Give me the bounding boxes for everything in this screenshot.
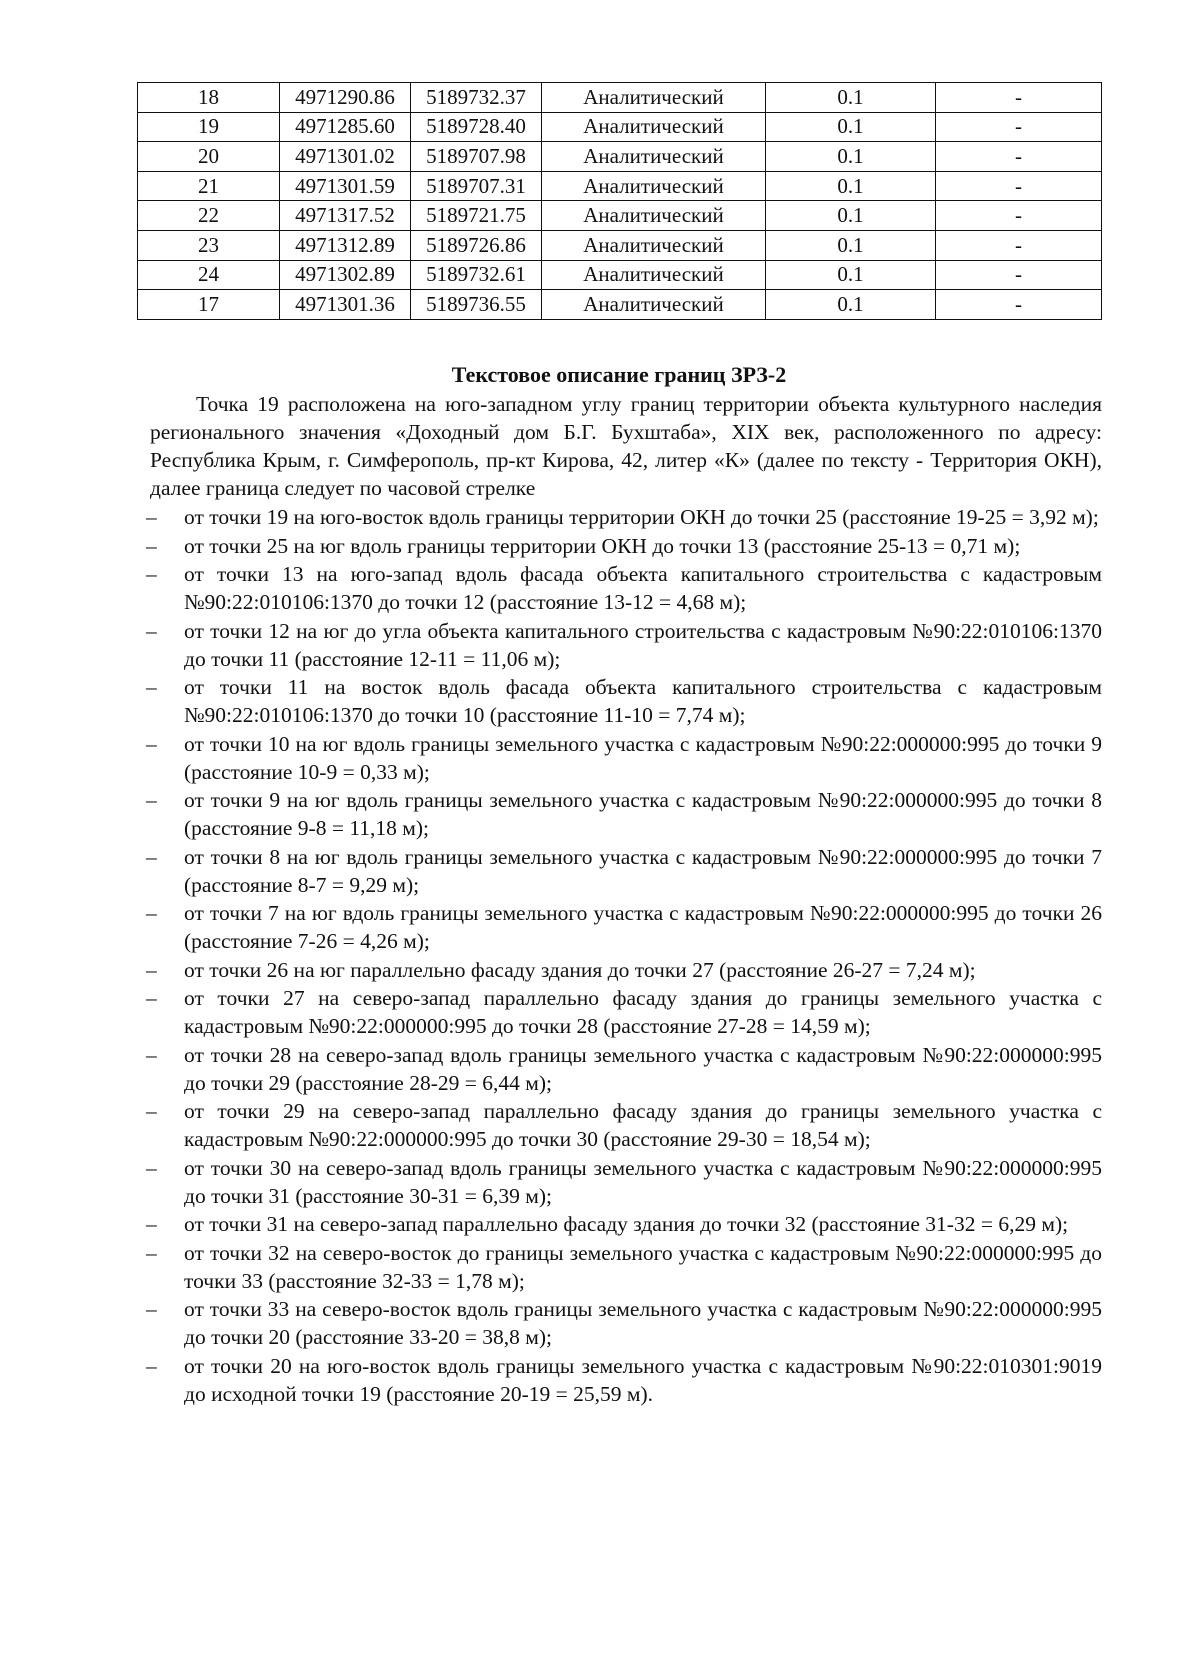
list-item-text: от точки 9 на юг вдоль границы земельного участка с кадастровым №90:22:000000:995 до точки 8 (расстояние 9-8 = 11,18 м);: [184, 788, 1102, 840]
note-cell: -: [936, 83, 1102, 113]
note-cell: -: [936, 290, 1102, 320]
accuracy-cell: 0.1: [766, 142, 936, 172]
point-number-cell: 24: [138, 260, 280, 290]
dash-bullet: –: [146, 1297, 157, 1321]
list-item-text: от точки 20 на юго-восток вдоль границы земельного участка с кадастровым №90:22:010301:9019 до исходной точки 19 (расстояние 20-19 = 25,59 м).: [184, 1353, 1102, 1406]
point-number-cell: 21: [138, 171, 280, 201]
method-cell: Аналитический: [542, 171, 766, 201]
list-item: [144, 617, 1102, 673]
method-cell: Аналитический: [542, 201, 766, 231]
x-coordinate-cell: 4971301.36: [280, 290, 411, 320]
note-cell: -: [936, 230, 1102, 260]
method-cell: Аналитический: [542, 142, 766, 172]
note-cell: -: [936, 260, 1102, 290]
accuracy-cell: 0.1: [766, 112, 936, 142]
accuracy-cell: 0.1: [766, 290, 936, 320]
y-coordinate-cell: 5189732.61: [411, 260, 542, 290]
list-item: [144, 532, 1102, 560]
point-number-cell: 23: [138, 230, 280, 260]
list-item-text: от точки 19 на юго-восток вдоль границы территории ОКН до точки 25 (расстояние 19-25 = 3,92 м);: [184, 505, 1099, 529]
list-item: [144, 1041, 1102, 1097]
table-row: [138, 201, 1102, 231]
point-number-cell: 18: [138, 83, 280, 113]
x-coordinate-cell: 4971317.52: [280, 201, 411, 231]
method-cell: Аналитический: [542, 290, 766, 320]
accuracy-cell: 0.1: [766, 83, 936, 113]
dash-bullet: –: [146, 562, 157, 586]
list-item-text: от точки 10 на юг вдоль границы земельного участка с кадастровым №90:22:000000:995 до точки 9 (расстояние 10-9 = 0,33 м);: [184, 731, 1102, 784]
point-number-cell: 22: [138, 201, 280, 231]
x-coordinate-cell: 4971302.89: [280, 260, 411, 290]
table-row: [138, 230, 1102, 260]
dash-bullet: –: [146, 533, 157, 558]
list-item: [144, 1239, 1102, 1295]
list-item: [144, 1295, 1102, 1351]
list-item: [144, 1097, 1102, 1153]
accuracy-cell: 0.1: [766, 260, 936, 290]
intro-text: Точка 19 расположена на юго-западном углу границ территории объекта культурного наследия регионального значения «Доходный дом Б.Г. Бухштаба», XIX век, расположенного по адресу: Республика Крым, г. Симферополь, пр-кт Кирова, 42, литер «К» (далее по тексту - Территория ОКН), далее граница следует по часовой стрелке: [150, 392, 1102, 500]
y-coordinate-cell: 5189721.75: [411, 201, 542, 231]
list-item-text: от точки 32 на северо-восток до границы земельного участка с кадастровым №90:22:000000:995 до точки 33 (расстояние 32-33 = 1,78 м);: [184, 1240, 1102, 1293]
list-item-text: от точки 25 на юг вдоль границы территории ОКН до точки 13 (расстояние 25-13 = 0,71 м);: [184, 533, 1021, 558]
note-cell: -: [936, 142, 1102, 172]
list-item: [144, 984, 1102, 1040]
list-item-text: от точки 27 на северо-запад параллельно фасаду здания до границы земельного участка с кадастровым №90:22:000000:995 до точки 28 (расстояние 27-28 = 14,59 м);: [184, 986, 1102, 1038]
list-item: [144, 673, 1102, 729]
note-cell: -: [936, 171, 1102, 201]
list-item-text: от точки 8 на юг вдоль границы земельного участка с кадастровым №90:22:000000:995 до точки 7 (расстояние 8-7 = 9,29 м);: [184, 844, 1102, 897]
list-item: [144, 730, 1102, 786]
x-coordinate-cell: 4971290.86: [280, 83, 411, 113]
list-item: [144, 1352, 1102, 1408]
list-item: [144, 899, 1102, 955]
method-cell: Аналитический: [542, 83, 766, 113]
x-coordinate-cell: 4971301.59: [280, 171, 411, 201]
list-item: [144, 1210, 1102, 1238]
list-item-text: от точки 33 на северо-восток вдоль границы земельного участка с кадастровым №90:22:000000:995 до точки 20 (расстояние 33-20 = 38,8 м);: [184, 1297, 1102, 1349]
list-item-text: от точки 28 на северо-запад вдоль границы земельного участка с кадастровым №90:22:000000:995 до точки 29 (расстояние 28-29 = 6,44 м);: [184, 1042, 1102, 1095]
list-item: [144, 560, 1102, 616]
dash-bullet: –: [146, 1099, 157, 1123]
y-coordinate-cell: 5189732.37: [411, 83, 542, 113]
y-coordinate-cell: 5189726.86: [411, 230, 542, 260]
list-item: [144, 503, 1102, 531]
accuracy-cell: 0.1: [766, 230, 936, 260]
x-coordinate-cell: 4971312.89: [280, 230, 411, 260]
coordinates-table: [137, 82, 1102, 320]
dash-bullet: –: [146, 505, 157, 529]
method-cell: Аналитический: [542, 260, 766, 290]
list-item-text: от точки 31 на северо-запад параллельно фасаду здания до точки 32 (расстояние 31-32 = 6,29 м);: [184, 1212, 1069, 1236]
section-title: Текстовое описание границ ЗРЗ-2: [451, 362, 787, 387]
list-item: [144, 786, 1102, 842]
list-item: [144, 843, 1102, 899]
y-coordinate-cell: 5189728.40: [411, 112, 542, 142]
list-item-text: от точки 30 на северо-запад вдоль границы земельного участка с кадастровым №90:22:000000:995 до точки 31 (расстояние 30-31 = 6,39 м);: [184, 1155, 1102, 1208]
table-row: [138, 142, 1102, 172]
note-cell: -: [936, 201, 1102, 231]
table-row: [138, 83, 1102, 113]
table-row: [138, 290, 1102, 320]
dash-bullet: –: [146, 901, 157, 925]
method-cell: Аналитический: [542, 230, 766, 260]
note-cell: -: [936, 112, 1102, 142]
dash-bullet: –: [146, 986, 157, 1010]
y-coordinate-cell: 5189707.31: [411, 171, 542, 201]
dash-bullet: –: [146, 1042, 157, 1067]
dash-bullet: –: [146, 788, 157, 812]
table-row: [138, 112, 1102, 142]
dash-bullet: –: [146, 957, 157, 982]
point-number-cell: 20: [138, 142, 280, 172]
x-coordinate-cell: 4971301.02: [280, 142, 411, 172]
coordinates-table-body: [138, 83, 1102, 320]
list-item: [144, 956, 1102, 984]
dash-bullet: –: [146, 618, 157, 643]
list-item: [144, 1154, 1102, 1210]
dash-bullet: –: [146, 731, 157, 756]
y-coordinate-cell: 5189736.55: [411, 290, 542, 320]
boundary-list: [144, 503, 1102, 1408]
section-intro: [150, 390, 1102, 502]
point-number-cell: 19: [138, 112, 280, 142]
list-item-text: от точки 13 на юго-запад вдоль фасада объекта капитального строительства с кадастровым №90:22:010106:1370 до точки 12 (расстояние 13-12 = 4,68 м);: [184, 562, 1102, 614]
x-coordinate-cell: 4971285.60: [280, 112, 411, 142]
dash-bullet: –: [146, 675, 157, 699]
y-coordinate-cell: 5189707.98: [411, 142, 542, 172]
dash-bullet: –: [146, 844, 157, 869]
table-row: [138, 260, 1102, 290]
dash-bullet: –: [146, 1240, 157, 1265]
method-cell: Аналитический: [542, 112, 766, 142]
list-item-text: от точки 26 на юг параллельно фасаду здания до точки 27 (расстояние 26-27 = 7,24 м);: [184, 957, 976, 982]
list-item-text: от точки 11 на восток вдоль фасада объекта капитального строительства с кадастровым №90:22:010106:1370 до точки 10 (расстояние 11-10 = 7,74 м);: [184, 675, 1102, 727]
table-row: [138, 171, 1102, 201]
list-item-text: от точки 12 на юг до угла объекта капитального строительства с кадастровым №90:22:010106:1370 до точки 11 (расстояние 12-11 = 11,06 м);: [184, 618, 1102, 671]
dash-bullet: –: [146, 1353, 157, 1378]
list-item-text: от точки 29 на северо-запад параллельно фасаду здания до границы земельного участка с кадастровым №90:22:000000:995 до точки 30 (расстояние 29-30 = 18,54 м);: [184, 1099, 1102, 1151]
accuracy-cell: 0.1: [766, 171, 936, 201]
point-number-cell: 17: [138, 290, 280, 320]
list-item-text: от точки 7 на юг вдоль границы земельного участка с кадастровым №90:22:000000:995 до точки 26 (расстояние 7-26 = 4,26 м);: [184, 901, 1102, 953]
dash-bullet: –: [146, 1212, 157, 1236]
dash-bullet: –: [146, 1155, 157, 1180]
accuracy-cell: 0.1: [766, 201, 936, 231]
